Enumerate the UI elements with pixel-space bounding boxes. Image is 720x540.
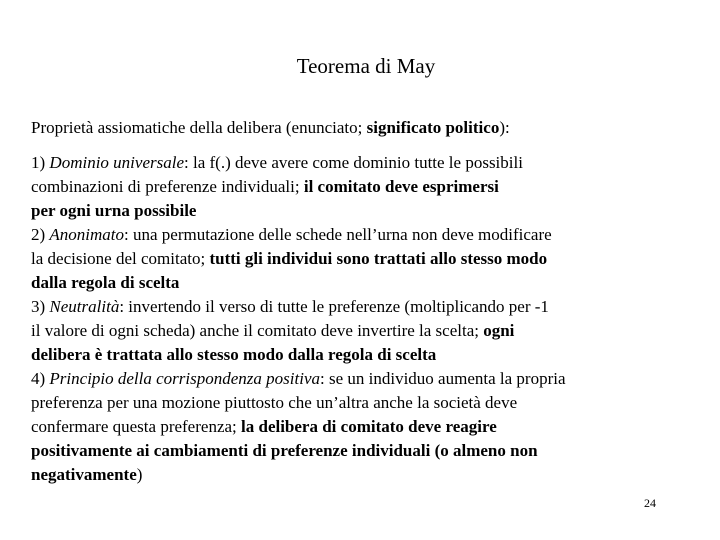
body-line [31, 439, 681, 463]
body-run-text: combinazioni di preferenze individuali; [31, 177, 304, 196]
body-run-bold: per ogni urna possibile [31, 201, 197, 220]
subtitle-run-text: ): [499, 118, 510, 137]
body-run-bold: dalla regola di scelta [31, 273, 180, 292]
page-number: 24 [644, 496, 656, 510]
body-run-text: il valore di ogni scheda) anche il comitato deve invertire la scelta; [31, 321, 484, 340]
body-run-text: : se un individuo aumenta la propria [320, 369, 566, 388]
body-line [31, 271, 681, 295]
body-run-text: 4) [31, 369, 50, 388]
subtitle-run-bold: significato politico [366, 118, 500, 137]
body-run-italic: Principio della corrispondenza positiva [49, 369, 320, 388]
body-run-bold: il comitato deve esprimersi [303, 177, 499, 196]
body-line [31, 295, 681, 319]
body-line [31, 367, 681, 391]
body-run-bold: positivamente ai cambiamenti di preferenze individuali (o almeno non [31, 441, 538, 460]
body-line [31, 343, 681, 367]
body-line [31, 151, 681, 175]
body-run-text: 1) [31, 153, 50, 172]
body-line [31, 415, 681, 439]
body-run-bold: ogni [483, 321, 515, 340]
body-run-italic: Dominio universale [49, 153, 184, 172]
body-run-text: : la f(.) deve avere come dominio tutte le possibili [184, 153, 523, 172]
body-run-text: 2) [31, 225, 50, 244]
body-line [31, 319, 681, 343]
body-line [31, 175, 681, 199]
body-run-text: confermare questa preferenza; [31, 417, 242, 436]
body-line [31, 247, 681, 271]
slide-body [31, 151, 681, 487]
subtitle-run-text: Proprietà assiomatiche della delibera (enunciato; [31, 118, 367, 137]
body-run-bold: tutti gli individui sono trattati allo stesso modo [209, 249, 548, 268]
body-run-text: : invertendo il verso di tutte le preferenze (moltiplicando per -1 [119, 297, 549, 316]
slide-subtitle [31, 117, 510, 139]
body-run-bold: delibera è trattata allo stesso modo dalla regola di scelta [31, 345, 437, 364]
body-line [31, 199, 681, 223]
body-run-text: preferenza per una mozione piuttosto che un’altra anche la società deve [31, 393, 518, 412]
body-run-text: ) [136, 465, 143, 484]
body-line [31, 391, 681, 415]
body-run-text: 3) [31, 297, 50, 316]
body-run-text: : una permutazione delle schede nell’urna non deve modificare [124, 225, 552, 244]
body-run-bold: la delibera di comitato deve reagire [241, 417, 497, 436]
body-run-italic: Neutralità [49, 297, 120, 316]
body-run-italic: Anonimato [49, 225, 125, 244]
body-run-text: la decisione del comitato; [31, 249, 210, 268]
body-line [31, 463, 681, 487]
body-line [31, 223, 681, 247]
body-run-bold: negativamente [31, 465, 137, 484]
slide-title: Teorema di May [296, 54, 436, 78]
